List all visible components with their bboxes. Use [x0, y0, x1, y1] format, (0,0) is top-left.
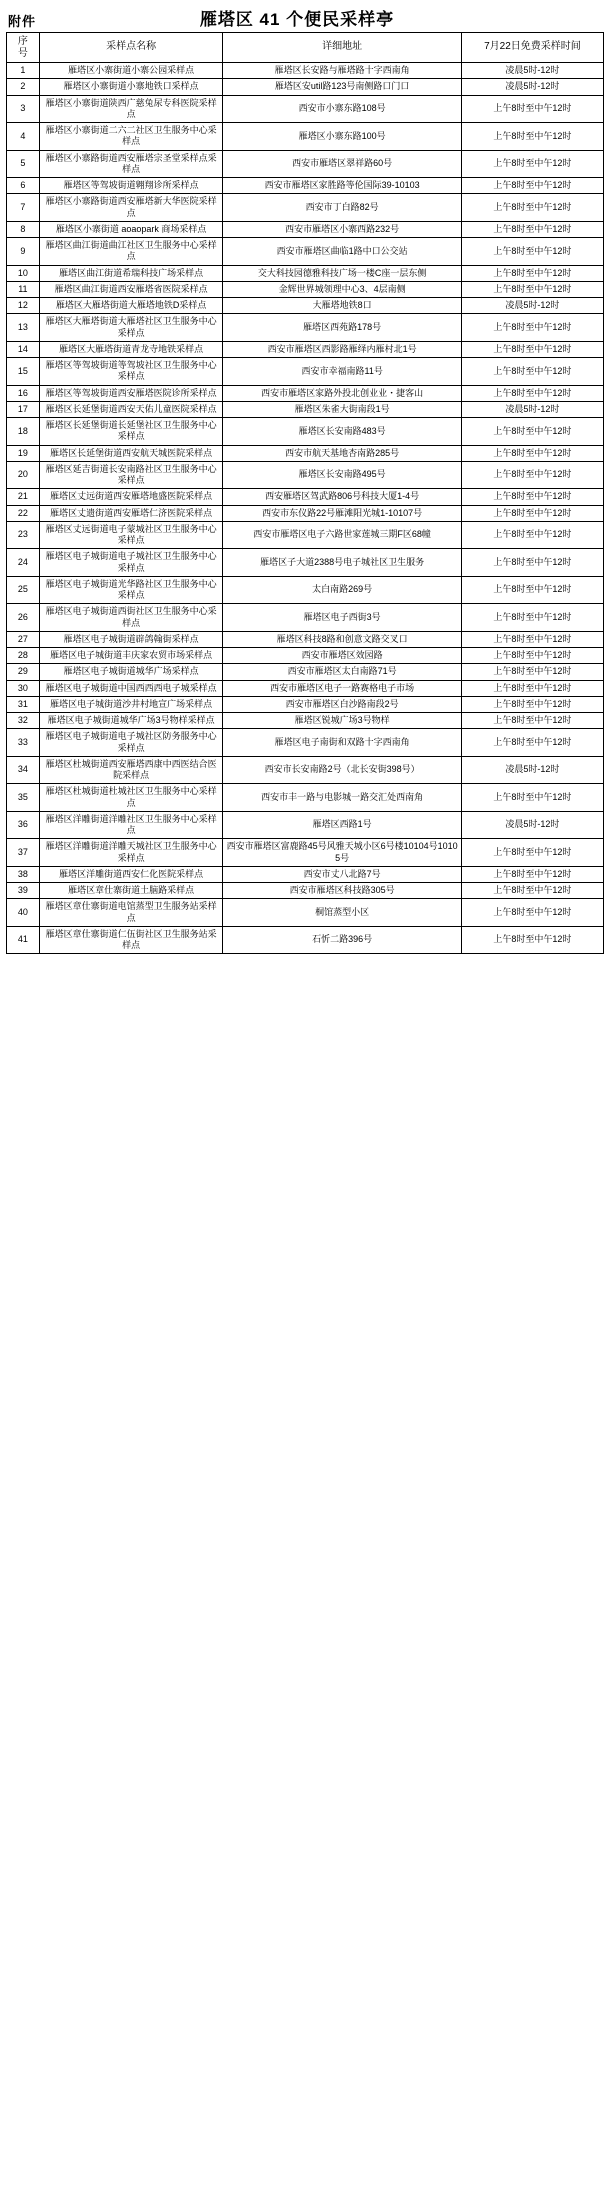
- cell-address: 雁塔区小寨东路100号: [223, 123, 461, 151]
- cell-time: 上午8时至中午12时: [461, 784, 603, 812]
- cell-index: 13: [7, 314, 40, 342]
- cell-site-name: 雁塔区丈远街道西安雁塔地盛医院采样点: [39, 489, 223, 505]
- cell-address: 西安雁塔区驾武路806号科技大厦1-4号: [223, 489, 461, 505]
- cell-time: 上午8时至中午12时: [461, 505, 603, 521]
- cell-site-name: 雁塔区杜城街道西安雁塔西康中西医结合医院采样点: [39, 756, 223, 784]
- table-row: [7, 883, 604, 899]
- table-row: [7, 899, 604, 927]
- cell-site-name: 雁塔区章仕寨街道电馆蒸型卫生服务站采样点: [39, 899, 223, 927]
- table-row: [7, 150, 604, 178]
- cell-time: 上午8时至中午12时: [461, 178, 603, 194]
- cell-index: 26: [7, 604, 40, 632]
- cell-site-name: 雁塔区电子城街道光华路社区卫生服务中心采样点: [39, 576, 223, 604]
- cell-site-name: 雁塔区大雁塔街道大雁塔社区卫生服务中心采样点: [39, 314, 223, 342]
- cell-index: 32: [7, 713, 40, 729]
- cell-address: 西安市长安南路2号（北长安街398号）: [223, 756, 461, 784]
- cell-time: 凌晨5时-12时: [461, 63, 603, 79]
- cell-site-name: 雁塔区延吉街道长安南路社区卫生服务中心采样点: [39, 461, 223, 489]
- cell-site-name: 雁塔区电子城街道城华广场采样点: [39, 664, 223, 680]
- cell-address: 西安市雁塔区曲临1路中口公交站: [223, 238, 461, 266]
- cell-time: 上午8时至中午12时: [461, 281, 603, 297]
- table-row: [7, 445, 604, 461]
- cell-address: 西安市雁塔区家胜路等伦国际39-10103: [223, 178, 461, 194]
- cell-index: 39: [7, 883, 40, 899]
- cell-address: 西安市雁塔区富鹿路45号风雅天城小区6号楼10104号10105号: [223, 839, 461, 867]
- column-header-time: 7月22日免费采样时间: [461, 33, 603, 63]
- cell-address: 西安市东仪路22号雁滩阳光城1-10107号: [223, 505, 461, 521]
- cell-address: 雁塔区长安南路483号: [223, 418, 461, 446]
- column-header-index: [7, 33, 40, 63]
- cell-time: 上午8时至中午12时: [461, 713, 603, 729]
- cell-address: 西安市雁塔区家路外投北创业业・捷客山: [223, 385, 461, 401]
- table-row: [7, 265, 604, 281]
- table-row: [7, 696, 604, 712]
- cell-index: 19: [7, 445, 40, 461]
- cell-address: 雁塔区朱雀大街南段1号: [223, 401, 461, 417]
- table-row: [7, 926, 604, 954]
- table-row: [7, 281, 604, 297]
- table-row: [7, 221, 604, 237]
- cell-time: 上午8时至中午12时: [461, 461, 603, 489]
- table-header-row: [7, 33, 604, 63]
- cell-index: 22: [7, 505, 40, 521]
- cell-index: 12: [7, 298, 40, 314]
- cell-index: 3: [7, 95, 40, 123]
- table-row: [7, 576, 604, 604]
- cell-address: 雁塔区长安路与雁塔路十字西南角: [223, 63, 461, 79]
- cell-address: 西安市雁塔区白沙路南段2号: [223, 696, 461, 712]
- cell-time: 上午8时至中午12时: [461, 194, 603, 222]
- table-row: [7, 358, 604, 386]
- cell-site-name: 雁塔区长延堡街道西安天佑儿童医院采样点: [39, 401, 223, 417]
- cell-time: 上午8时至中午12时: [461, 866, 603, 882]
- cell-address: 桐馆蒸型小区: [223, 899, 461, 927]
- cell-time: 上午8时至中午12时: [461, 521, 603, 549]
- table-row: [7, 178, 604, 194]
- cell-index: 2: [7, 79, 40, 95]
- cell-time: 上午8时至中午12时: [461, 664, 603, 680]
- cell-address: 石忻二路396号: [223, 926, 461, 954]
- cell-address: 西安市雁塔区科技路305号: [223, 883, 461, 899]
- cell-site-name: 雁塔区杜城街道杜城社区卫生服务中心采样点: [39, 784, 223, 812]
- cell-site-name: 雁塔区电子城街道沙井村地宣广场采样点: [39, 696, 223, 712]
- cell-index: 21: [7, 489, 40, 505]
- cell-time: 上午8时至中午12时: [461, 631, 603, 647]
- cell-address: 西安市雁塔区电子一路赛格电子市场: [223, 680, 461, 696]
- cell-site-name: 雁塔区等驾坡街道等驾坡社区卫生服务中心采样点: [39, 358, 223, 386]
- table-row: [7, 811, 604, 839]
- table-row: [7, 298, 604, 314]
- cell-site-name: 雁塔区曲江街道希瑞科技广场采样点: [39, 265, 223, 281]
- cell-index: 10: [7, 265, 40, 281]
- table-row: [7, 713, 604, 729]
- cell-time: 上午8时至中午12时: [461, 123, 603, 151]
- cell-address: 大雁塔地铁8口: [223, 298, 461, 314]
- cell-index: 23: [7, 521, 40, 549]
- cell-index: 5: [7, 150, 40, 178]
- cell-index: 17: [7, 401, 40, 417]
- cell-address: 雁塔区科技8路和创意文路交叉口: [223, 631, 461, 647]
- cell-address: 雁塔区长安南路495号: [223, 461, 461, 489]
- table-row: [7, 521, 604, 549]
- table-row: [7, 505, 604, 521]
- cell-address: 雁塔区电子南街和双路十字西南角: [223, 729, 461, 757]
- cell-index: 6: [7, 178, 40, 194]
- cell-index: 33: [7, 729, 40, 757]
- cell-time: 上午8时至中午12时: [461, 549, 603, 577]
- cell-time: 上午8时至中午12时: [461, 150, 603, 178]
- cell-address: 雁塔区子大道2388号电子城社区卫生服务: [223, 549, 461, 577]
- cell-site-name: 雁塔区洋雕街道西安仁化医院采样点: [39, 866, 223, 882]
- cell-index: 25: [7, 576, 40, 604]
- cell-address: 西安市小寨东路108号: [223, 95, 461, 123]
- cell-site-name: 雁塔区长延堡街道西安航天城医院采样点: [39, 445, 223, 461]
- cell-address: 西安市雁塔区西影路雁绎内雁村北1号: [223, 341, 461, 357]
- cell-site-name: 雁塔区大雁塔街道青龙寺地铁采样点: [39, 341, 223, 357]
- table-row: [7, 401, 604, 417]
- table-row: [7, 63, 604, 79]
- cell-site-name: 雁塔区小寨路街道西安雁塔宗圣堂采样点采样点: [39, 150, 223, 178]
- cell-site-name: 雁塔区小寨街道小寨公园采样点: [39, 63, 223, 79]
- cell-address: 太白南路269号: [223, 576, 461, 604]
- cell-time: 上午8时至中午12时: [461, 385, 603, 401]
- table-row: [7, 604, 604, 632]
- cell-index: 11: [7, 281, 40, 297]
- cell-index: 31: [7, 696, 40, 712]
- cell-time: 凌晨5时-12时: [461, 811, 603, 839]
- table-row: [7, 238, 604, 266]
- cell-time: 凌晨5时-12时: [461, 401, 603, 417]
- cell-address: 西安市雁塔区太白南路71号: [223, 664, 461, 680]
- cell-time: 上午8时至中午12时: [461, 489, 603, 505]
- cell-time: 凌晨5时-12时: [461, 756, 603, 784]
- cell-index: 18: [7, 418, 40, 446]
- cell-address: 西安市丰一路与电影城一路交汇处西南角: [223, 784, 461, 812]
- table-row: [7, 664, 604, 680]
- cell-index: 30: [7, 680, 40, 696]
- cell-address: 雁塔区安util路123号南侧路口门口: [223, 79, 461, 95]
- cell-time: 上午8时至中午12时: [461, 358, 603, 386]
- cell-site-name: 雁塔区丈远街道电子蒙城社区卫生服务中心采样点: [39, 521, 223, 549]
- cell-index: 41: [7, 926, 40, 954]
- table-row: [7, 79, 604, 95]
- column-header-index-line1: 序: [17, 36, 28, 47]
- table-row: [7, 461, 604, 489]
- cell-site-name: 雁塔区章仕寨街道仁伍街社区卫生服务站采样点: [39, 926, 223, 954]
- cell-index: 8: [7, 221, 40, 237]
- cell-index: 1: [7, 63, 40, 79]
- cell-site-name: 雁塔区电子城街道城华广场3号物样采样点: [39, 713, 223, 729]
- table-row: [7, 680, 604, 696]
- table-row: [7, 418, 604, 446]
- cell-index: 28: [7, 648, 40, 664]
- cell-site-name: 雁塔区长延堡街道长延堡社区卫生服务中心采样点: [39, 418, 223, 446]
- cell-site-name: 雁塔区电子城街道辟鸽翰街采样点: [39, 631, 223, 647]
- cell-index: 40: [7, 899, 40, 927]
- cell-index: 38: [7, 866, 40, 882]
- cell-time: 上午8时至中午12时: [461, 696, 603, 712]
- cell-index: 14: [7, 341, 40, 357]
- cell-time: 上午8时至中午12时: [461, 899, 603, 927]
- cell-address: 雁塔区电子西街3号: [223, 604, 461, 632]
- cell-site-name: 雁塔区小寨街道小寨地铁口采样点: [39, 79, 223, 95]
- cell-time: 上午8时至中午12时: [461, 221, 603, 237]
- table-row: [7, 631, 604, 647]
- cell-site-name: 雁塔区曲江街道曲江社区卫生服务中心采样点: [39, 238, 223, 266]
- table-row: [7, 194, 604, 222]
- table-row: [7, 866, 604, 882]
- cell-time: 上午8时至中午12时: [461, 604, 603, 632]
- cell-site-name: 雁塔区小寨街道 aoaopark 商场采样点: [39, 221, 223, 237]
- table-row: [7, 95, 604, 123]
- cell-time: 上午8时至中午12时: [461, 314, 603, 342]
- cell-index: 27: [7, 631, 40, 647]
- cell-index: 15: [7, 358, 40, 386]
- table-body: [7, 63, 604, 954]
- cell-site-name: 雁塔区小寨街道陕西广慈兔尿专科医院采样点: [39, 95, 223, 123]
- cell-address: 交大科技园德雅科技广场一楼C座一层东侧: [223, 265, 461, 281]
- cell-address: 金辉世界城领理中心3、4层南侧: [223, 281, 461, 297]
- cell-site-name: 雁塔区电子城街道中国西西西电子城采样点: [39, 680, 223, 696]
- cell-address: 雁塔区西路1号: [223, 811, 461, 839]
- cell-address: 雁塔区锐城广场3号物样: [223, 713, 461, 729]
- cell-time: 凌晨5时-12时: [461, 79, 603, 95]
- cell-time: 上午8时至中午12时: [461, 95, 603, 123]
- table-row: [7, 489, 604, 505]
- table-row: [7, 839, 604, 867]
- page-title: 雁塔区 41 个便民采样亭: [199, 10, 395, 29]
- table-row: [7, 756, 604, 784]
- cell-site-name: 雁塔区小寨街道二六二社区卫生服务中心采样点: [39, 123, 223, 151]
- cell-address: 西安市幸福南路11号: [223, 358, 461, 386]
- cell-time: 上午8时至中午12时: [461, 576, 603, 604]
- column-header-index-line2: 号: [17, 47, 28, 59]
- table-row: [7, 729, 604, 757]
- cell-index: 36: [7, 811, 40, 839]
- table-row: [7, 385, 604, 401]
- cell-time: 上午8时至中午12时: [461, 445, 603, 461]
- attachment-label: 附件: [8, 14, 37, 29]
- cell-time: 上午8时至中午12时: [461, 883, 603, 899]
- table-row: [7, 341, 604, 357]
- table-row: [7, 123, 604, 151]
- cell-index: 4: [7, 123, 40, 151]
- cell-index: 34: [7, 756, 40, 784]
- cell-index: 35: [7, 784, 40, 812]
- cell-time: 上午8时至中午12时: [461, 418, 603, 446]
- cell-site-name: 雁塔区电子城街道电子城社区防务服务中心采样点: [39, 729, 223, 757]
- cell-address: 西安市丈八北路7号: [223, 866, 461, 882]
- cell-time: 上午8时至中午12时: [461, 265, 603, 281]
- cell-site-name: 雁塔区小寨路街道西安雁塔新大华医院采样点: [39, 194, 223, 222]
- cell-site-name: 雁塔区洋雕街道洋雕天城社区卫生服务中心采样点: [39, 839, 223, 867]
- cell-site-name: 雁塔区章仕寨街道土脑路采样点: [39, 883, 223, 899]
- table-row: [7, 648, 604, 664]
- cell-time: 上午8时至中午12时: [461, 341, 603, 357]
- cell-address: 西安市雁塔区效园路: [223, 648, 461, 664]
- cell-address: 西安市航天基地杏南路285号: [223, 445, 461, 461]
- cell-site-name: 雁塔区电子城街道电子城社区卫生服务中心采样点: [39, 549, 223, 577]
- table-row: [7, 784, 604, 812]
- cell-address: 西安市雁塔区电子六路世家莲城三期F区68幢: [223, 521, 461, 549]
- cell-site-name: 雁塔区电子城街道西街社区卫生服务中心采样点: [39, 604, 223, 632]
- cell-address: 西安市雁塔区翠祥路60号: [223, 150, 461, 178]
- document-page: [0, 0, 610, 962]
- cell-index: 29: [7, 664, 40, 680]
- cell-address: 西安市雁塔区小寨西路232号: [223, 221, 461, 237]
- cell-time: 凌晨5时-12时: [461, 298, 603, 314]
- cell-site-name: 雁塔区大雁塔街道大雁塔地铁D采样点: [39, 298, 223, 314]
- cell-address: 西安市丁白路82号: [223, 194, 461, 222]
- sampling-sites-table: [6, 32, 604, 954]
- cell-index: 9: [7, 238, 40, 266]
- cell-time: 上午8时至中午12时: [461, 680, 603, 696]
- cell-time: 上午8时至中午12时: [461, 238, 603, 266]
- cell-time: 上午8时至中午12时: [461, 839, 603, 867]
- table-row: [7, 314, 604, 342]
- cell-site-name: 雁塔区等驾坡街道翱翔诊所采样点: [39, 178, 223, 194]
- document-header: [6, 4, 604, 30]
- cell-site-name: 雁塔区丈遗街道西安雁塔仁济医院采样点: [39, 505, 223, 521]
- cell-time: 上午8时至中午12时: [461, 926, 603, 954]
- cell-address: 雁塔区西苑路178号: [223, 314, 461, 342]
- cell-site-name: 雁塔区洋雕街道洋雕社区卫生服务中心采样点: [39, 811, 223, 839]
- cell-site-name: 雁塔区等驾坡街道西安雁塔医院诊所采样点: [39, 385, 223, 401]
- cell-index: 20: [7, 461, 40, 489]
- cell-index: 7: [7, 194, 40, 222]
- cell-index: 37: [7, 839, 40, 867]
- cell-site-name: 雁塔区曲江街道西安雁塔省医院采样点: [39, 281, 223, 297]
- cell-index: 24: [7, 549, 40, 577]
- cell-time: 上午8时至中午12时: [461, 729, 603, 757]
- cell-time: 上午8时至中午12时: [461, 648, 603, 664]
- cell-index: 16: [7, 385, 40, 401]
- table-row: [7, 549, 604, 577]
- column-header-name: 采样点名称: [39, 33, 223, 63]
- cell-site-name: 雁塔区电子城街道丰庆家农贸市场采样点: [39, 648, 223, 664]
- column-header-address: 详细地址: [223, 33, 461, 63]
